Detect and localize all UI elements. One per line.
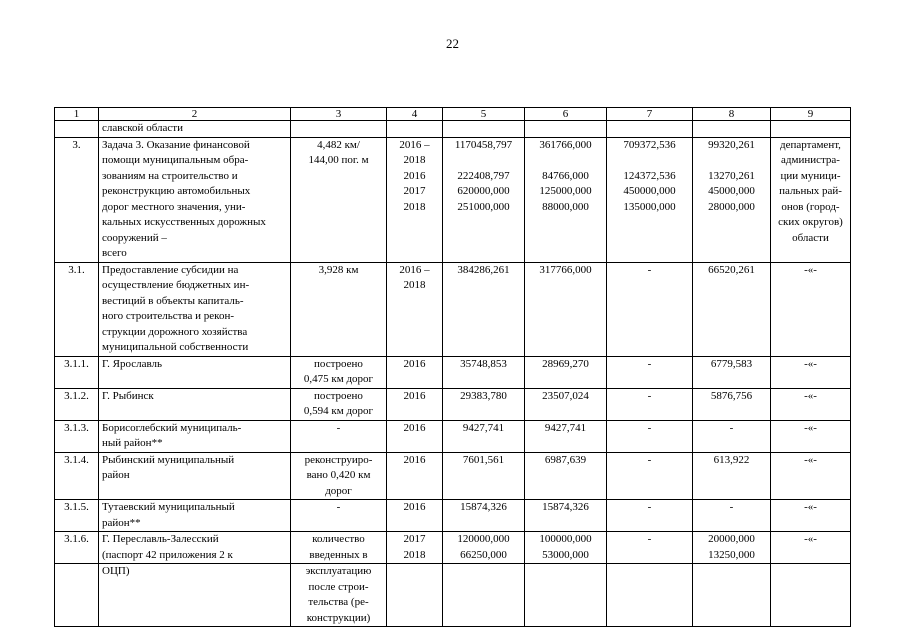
cell-line: -«-	[804, 389, 817, 402]
column-header: 8	[693, 108, 771, 121]
years-cell	[387, 500, 443, 532]
total-amount-cell	[443, 121, 525, 138]
cell-line: -	[647, 389, 652, 402]
column-7-cell	[607, 137, 693, 262]
cell-line: 2016	[403, 169, 426, 182]
column-8-cell	[693, 500, 771, 532]
cell-line: -	[647, 263, 652, 276]
cell-line: 2018	[403, 154, 426, 166]
cell-line: 45000,000	[708, 185, 755, 197]
cell-line: струкции дорожного хозяйства	[102, 325, 248, 338]
executor-cell	[771, 121, 851, 138]
cell-line: вестиций в объекты капиталь-	[102, 294, 244, 307]
cell-line: -«-	[804, 357, 817, 370]
cell-line: 13270,261	[708, 169, 755, 182]
column-8-cell	[693, 356, 771, 388]
column-7-cell	[607, 500, 693, 532]
cell-line: 361766,000	[539, 138, 592, 151]
column-6-cell	[525, 262, 607, 356]
years-cell	[387, 121, 443, 138]
description-cell	[99, 121, 291, 138]
description-cell	[99, 452, 291, 500]
years-cell	[387, 564, 443, 627]
total-amount-cell	[443, 564, 525, 627]
years-cell	[387, 137, 443, 262]
cell-line: 23507,024	[542, 389, 589, 402]
page-number: 22	[446, 36, 459, 51]
cell-line: 120000,000	[457, 533, 510, 545]
cell-line: -	[647, 501, 652, 513]
cell-line: 613,922	[713, 453, 750, 466]
cell-line: 620000,000	[457, 185, 510, 197]
cell-line	[610, 153, 689, 169]
description-cell	[99, 420, 291, 452]
cell-line: Борисоглебский муниципаль-	[102, 421, 242, 434]
cell-line: построено	[314, 357, 363, 370]
cell-line: 450000,000	[623, 185, 676, 197]
executor-cell	[771, 137, 851, 262]
cell-line: 100000,000	[539, 533, 592, 545]
cell-line: ный район**	[102, 437, 163, 449]
row-number-cell: 3.1.3.	[55, 420, 99, 452]
cell-line: ного строительства и рекон-	[102, 310, 235, 322]
cell-line: славской области	[102, 122, 183, 134]
indicator-cell	[291, 121, 387, 138]
column-header: 2	[99, 108, 291, 121]
cell-line: 1170458,797	[454, 138, 513, 151]
cell-line: 66520,261	[708, 263, 755, 276]
cell-line: -«-	[804, 421, 817, 434]
indicator-cell	[291, 532, 387, 564]
column-8-cell	[693, 137, 771, 262]
cell-line: ции муници-	[780, 169, 841, 182]
cell-line: район	[102, 469, 130, 481]
cell-line: -	[729, 501, 734, 513]
executor-cell	[771, 388, 851, 420]
cell-line: 6779,583	[710, 357, 753, 370]
description-cell	[99, 356, 291, 388]
description-cell	[99, 532, 291, 564]
total-amount-cell	[443, 262, 525, 356]
cell-line: 7601,561	[462, 453, 505, 466]
cell-line: вано 0,420 км	[306, 469, 371, 481]
table-row	[55, 420, 851, 452]
row-number-cell: 3.1.5.	[55, 500, 99, 532]
cell-line: тельства (ре-	[308, 596, 369, 608]
table-row	[55, 137, 851, 262]
table-row	[55, 564, 851, 627]
cell-line	[696, 153, 767, 169]
cell-line: 9427,741	[462, 421, 505, 434]
cell-line: 0,594 км дорог	[303, 405, 374, 417]
total-amount-cell	[443, 452, 525, 500]
column-6-cell	[525, 420, 607, 452]
cell-line: реконструиро-	[304, 453, 373, 466]
row-number-cell: 3.1.4.	[55, 452, 99, 500]
cell-line: 4,482 км/	[317, 138, 360, 151]
column-8-cell	[693, 262, 771, 356]
cell-line: Г. Рыбинск	[102, 389, 154, 402]
total-amount-cell	[443, 500, 525, 532]
column-8-cell	[693, 388, 771, 420]
cell-line: -	[647, 357, 652, 370]
column-6-cell	[525, 356, 607, 388]
years-cell	[387, 356, 443, 388]
executor-cell	[771, 420, 851, 452]
cell-line: 2016 –	[399, 263, 430, 276]
cell-line: 53000,000	[542, 548, 589, 561]
cell-line: 0,475 км дорог	[303, 373, 374, 385]
table-row	[55, 500, 851, 532]
cell-line: -	[729, 421, 734, 434]
cell-line: реконструкцию автомобильных	[102, 185, 251, 197]
cell-line: конструкции)	[306, 611, 371, 624]
description-cell	[99, 564, 291, 627]
executor-cell	[771, 452, 851, 500]
cell-line: 125000,000	[539, 185, 592, 197]
cell-line: 2016	[403, 421, 426, 434]
cell-line: ОЦП)	[102, 565, 130, 577]
cell-line: Г. Переславль-Залесский	[102, 533, 219, 545]
cell-line: 2016 –	[399, 138, 430, 151]
column-7-cell	[607, 452, 693, 500]
cell-line: -«-	[804, 501, 817, 513]
column-header: 6	[525, 108, 607, 121]
cell-line: 384286,261	[457, 263, 510, 276]
cell-line: 88000,000	[542, 200, 589, 213]
column-6-cell	[525, 388, 607, 420]
column-8-cell	[693, 532, 771, 564]
column-header: 9	[771, 108, 851, 121]
column-header: 5	[443, 108, 525, 121]
indicator-cell	[291, 388, 387, 420]
cell-line: муниципальной собственности	[102, 341, 249, 353]
table-row	[55, 356, 851, 388]
cell-line: 222408,797	[457, 169, 510, 182]
cell-line	[446, 153, 521, 169]
cell-line	[528, 153, 603, 169]
years-cell	[387, 262, 443, 356]
cell-line: Предоставление субсидии на	[102, 263, 239, 276]
cell-line: области	[792, 231, 829, 244]
total-amount-cell	[443, 420, 525, 452]
cell-line: 6987,639	[544, 453, 587, 466]
cell-line: эксплуатацию	[305, 565, 372, 577]
cell-line: департамент,	[780, 138, 841, 151]
indicator-cell	[291, 564, 387, 627]
cell-line: дорог	[325, 484, 352, 497]
row-number-cell: 3.1.	[55, 262, 99, 356]
column-8-cell	[693, 121, 771, 138]
cell-line: -«-	[804, 533, 817, 545]
cell-line: 29383,780	[460, 389, 507, 402]
column-8-cell	[693, 452, 771, 500]
column-7-cell	[607, 564, 693, 627]
column-7-cell	[607, 356, 693, 388]
cell-line: после строи-	[308, 580, 369, 593]
cell-line: построено	[314, 389, 363, 402]
cell-line: 28000,000	[708, 200, 755, 213]
cell-line: 66250,000	[460, 548, 507, 561]
cell-line: 28969,270	[542, 357, 589, 370]
column-6-cell	[525, 121, 607, 138]
cell-line: 15874,326	[542, 501, 589, 513]
cell-line: 124372,536	[623, 169, 676, 182]
column-7-cell	[607, 388, 693, 420]
cell-line: дорог местного значения, уни-	[102, 200, 246, 213]
executor-cell	[771, 532, 851, 564]
column-6-cell	[525, 137, 607, 262]
cell-line: 2016	[403, 389, 426, 402]
cell-line: 2017	[403, 533, 426, 545]
description-cell	[99, 500, 291, 532]
cell-line: (паспорт 42 приложения 2 к	[102, 548, 233, 561]
cell-line: Задача 3. Оказание финансовой	[102, 138, 250, 151]
indicator-cell	[291, 137, 387, 262]
row-number-cell	[55, 121, 99, 138]
cell-line: 20000,000	[708, 533, 755, 545]
cell-line: 2018	[403, 200, 426, 213]
row-number-cell: 3.1.1.	[55, 356, 99, 388]
executor-cell	[771, 500, 851, 532]
cell-line: введенных в	[309, 548, 368, 561]
cell-line: 9427,741	[544, 421, 587, 434]
cell-line: 84766,000	[542, 169, 589, 182]
total-amount-cell	[443, 356, 525, 388]
column-7-cell	[607, 532, 693, 564]
column-6-cell	[525, 564, 607, 627]
cell-line: 709372,536	[623, 138, 676, 151]
cell-line: 5876,756	[710, 389, 753, 402]
column-8-cell	[693, 420, 771, 452]
cell-line: количество	[312, 533, 365, 545]
cell-line: онов (город-	[781, 200, 840, 213]
table-row	[55, 532, 851, 564]
column-header: 1	[55, 108, 99, 121]
cell-line: 2018	[403, 279, 426, 291]
column-6-cell	[525, 532, 607, 564]
cell-line: осуществление бюджетных ин-	[102, 279, 250, 291]
column-7-cell	[607, 262, 693, 356]
row-number-cell	[55, 564, 99, 627]
description-cell	[99, 262, 291, 356]
cell-line: -	[336, 421, 341, 434]
column-8-cell	[693, 564, 771, 627]
cell-line: район**	[102, 516, 141, 529]
column-header: 4	[387, 108, 443, 121]
cell-line: -«-	[804, 453, 817, 466]
column-7-cell	[607, 420, 693, 452]
total-amount-cell	[443, 532, 525, 564]
cell-line: 13250,000	[708, 548, 755, 561]
cell-line: 99320,261	[708, 138, 755, 151]
cell-line: -	[336, 501, 341, 513]
total-amount-cell	[443, 137, 525, 262]
indicator-cell	[291, 262, 387, 356]
executor-cell	[771, 564, 851, 627]
cell-line: Г. Ярославль	[102, 357, 163, 370]
cell-line: 2018	[403, 548, 426, 561]
cell-line: зованиям на строительство и	[102, 169, 238, 182]
executor-cell	[771, 262, 851, 356]
table-row	[55, 121, 851, 138]
column-7-cell	[607, 121, 693, 138]
cell-line: -	[647, 453, 652, 466]
cell-line: кальных искусственных дорожных	[102, 216, 266, 228]
indicator-cell	[291, 500, 387, 532]
row-number-cell: 3.1.6.	[55, 532, 99, 564]
table-row	[55, 452, 851, 500]
cell-line: 35748,853	[460, 357, 507, 370]
cell-line: 135000,000	[623, 200, 676, 213]
cell-line: 2016	[403, 357, 426, 370]
cell-line: ских округов)	[778, 216, 843, 228]
total-amount-cell	[443, 388, 525, 420]
cell-line: 317766,000	[539, 263, 592, 276]
indicator-cell	[291, 356, 387, 388]
cell-line: помощи муниципальным обра-	[102, 154, 249, 166]
cell-line: -«-	[804, 263, 817, 276]
years-cell	[387, 420, 443, 452]
cell-line: всего	[102, 247, 127, 259]
cell-line: 144,00 пог. м	[308, 154, 369, 166]
table-row	[55, 262, 851, 356]
description-cell	[99, 137, 291, 262]
cell-line: -	[647, 421, 652, 434]
years-cell	[387, 532, 443, 564]
cell-line: пальных рай-	[779, 185, 842, 197]
program-table	[54, 107, 851, 627]
column-6-cell	[525, 500, 607, 532]
cell-line: 2016	[403, 453, 426, 466]
column-header: 7	[607, 108, 693, 121]
description-cell	[99, 388, 291, 420]
executor-cell	[771, 356, 851, 388]
cell-line: 15874,326	[460, 501, 507, 513]
column-6-cell	[525, 452, 607, 500]
cell-line: -	[647, 533, 652, 545]
cell-line: Рыбинский муниципальный	[102, 453, 235, 466]
column-header: 3	[291, 108, 387, 121]
cell-line: 3,928 км	[318, 263, 359, 276]
years-cell	[387, 388, 443, 420]
cell-line: Тутаевский муниципальный	[102, 501, 235, 513]
cell-line: 251000,000	[457, 200, 510, 213]
years-cell	[387, 452, 443, 500]
row-number-cell: 3.	[55, 137, 99, 262]
cell-line: администра-	[781, 154, 840, 166]
row-number-cell: 3.1.2.	[55, 388, 99, 420]
cell-line: 2017	[403, 185, 426, 197]
cell-line: 2016	[403, 501, 426, 513]
cell-line: сооружений –	[102, 231, 167, 244]
indicator-cell	[291, 452, 387, 500]
table-header-row	[55, 108, 851, 121]
indicator-cell	[291, 420, 387, 452]
table-row	[55, 388, 851, 420]
